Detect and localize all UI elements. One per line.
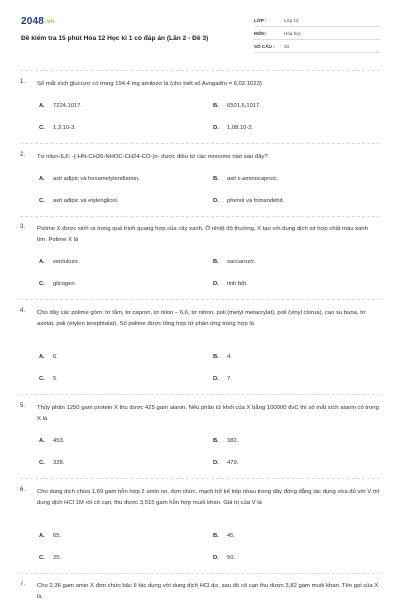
option-a[interactable]: A. 65.	[39, 533, 62, 539]
option-d[interactable]: D. 50.	[213, 555, 236, 561]
site-logo[interactable]: 2048.vn	[21, 16, 55, 27]
divider	[20, 573, 380, 574]
question-number: 4.	[20, 308, 26, 314]
option-c[interactable]: C. 1,3.10-3.	[39, 125, 76, 131]
option-a[interactable]: A. xenlulozơ.	[39, 259, 80, 265]
meta-count-value: 10	[284, 44, 290, 49]
option-d[interactable]: D. 1,08.10-3.	[213, 125, 254, 131]
option-d[interactable]: D. tinh bột.	[213, 281, 248, 287]
option-d[interactable]: D. phenol và fomanđehit.	[213, 198, 285, 204]
option-c[interactable]: C. axit ađipic và etylenglicol.	[39, 198, 119, 204]
question-number: 3.	[20, 224, 26, 230]
meta-subject-label: MÔN :	[254, 31, 268, 36]
question-5	[20, 403, 380, 473]
option-a[interactable]: A. 453.	[39, 438, 65, 444]
question-3	[20, 224, 380, 294]
question-text: Cho 2,36 gam amin X đơn chức bậc II tác dụng với dung dịch HCl dư, sau đó cô cạn thu được 3,82 gam muối khan. Tên gọi của X là	[37, 583, 379, 600]
meta-class-value: Lớp 12	[284, 18, 299, 23]
meta-class	[254, 15, 380, 27]
question-7	[20, 581, 380, 600]
option-a[interactable]: A. 7224.1017.	[39, 103, 83, 109]
question-number: 6.	[20, 487, 26, 493]
option-b[interactable]: B. axit ε-aminocaproic.	[213, 176, 279, 182]
question-text: Số mắt xích glucozơ có trong 194,4 mg amilozơ là (cho biết số Avogađro = 6,02.1023)	[37, 81, 262, 87]
divider	[20, 216, 380, 217]
question-4	[20, 308, 380, 388]
question-number: 5.	[20, 403, 26, 409]
page-header	[0, 0, 400, 62]
divider	[20, 70, 380, 71]
divider	[20, 143, 380, 144]
meta-subject-value: Hóa học	[284, 31, 302, 36]
option-b[interactable]: B. 45.	[213, 533, 236, 539]
option-b[interactable]: B. saccarozơ.	[213, 259, 256, 265]
question-number: 7.	[20, 581, 26, 587]
meta-question-count	[254, 41, 380, 53]
divider	[20, 299, 380, 300]
question-text: Cho dãy các polime gồm: tơ tằm, tơ capron, tơ nilon – 6,6, tơ nitron, poli (metyl metacrylat), poli (vinyl clorua), cao su buna, tơ axetat, poli (etylen terephtalat). Số polime được tổng hợp từ phản ứng trùng hợp là	[37, 310, 366, 327]
meta-subject	[254, 28, 380, 40]
option-c[interactable]: C. 5.	[39, 376, 58, 382]
question-text: Cho dung dịch chứa 1,69 gam hỗn hợp 2 amin no, đơn chức, mạch hở kế tiếp nhau trong dãy đồng đẳng tác dụng vừa đủ với V ml dung dịch HCl 1M rồi cô cạn, thu được 3,515 gam hỗn hợp muối khan. Giá trị của V là	[37, 489, 379, 506]
question-text: Thủy phân 1250 gam protein X thu được 425 gam alanin. Nếu phân tử khối của X bằng 100000 đvC thì số mắt xích alanin có trong X là	[37, 405, 379, 422]
question-2	[20, 152, 380, 212]
question-6	[20, 487, 380, 567]
option-c[interactable]: C. 25.	[39, 555, 62, 561]
option-b[interactable]: B. 6501,6.1017.	[213, 103, 261, 109]
meta-count-label: SỐ CÂU :	[254, 44, 275, 49]
question-text: Polime X được sinh ra trong quá trình quang hợp của cây xanh. Ở nhiệt độ thường, X tạo với dung dịch iot hợp chất màu xanh tím. Polime X là	[37, 226, 368, 243]
option-c[interactable]: C. 328.	[39, 460, 65, 466]
question-number: 1.	[20, 79, 26, 85]
option-b[interactable]: B. 382.	[213, 438, 239, 444]
option-d[interactable]: D. 7.	[213, 376, 232, 382]
question-text: Tơ nilon-6,6: -(-HN-CH26-NHOC-CH24-CO-)n- được điều từ các monome nào sau đây?	[37, 154, 268, 160]
meta-class-label: LỚP :	[254, 18, 267, 23]
option-d[interactable]: D. 479.	[213, 460, 239, 466]
page-title: Đề kiểm tra 15 phút Hóa 12 Học kì 1 có đáp án (Lần 2 - Đề 3)	[21, 35, 209, 42]
divider	[20, 394, 380, 395]
divider	[20, 478, 380, 479]
option-c[interactable]: C. glicogen.	[39, 281, 77, 287]
question-1	[20, 79, 380, 139]
option-a[interactable]: A. axit ađipic và hexametylenđiamin.	[39, 176, 140, 182]
option-b[interactable]: B. 4.	[213, 354, 232, 360]
option-a[interactable]: A. 6.	[39, 354, 58, 360]
question-number: 2.	[20, 152, 26, 158]
